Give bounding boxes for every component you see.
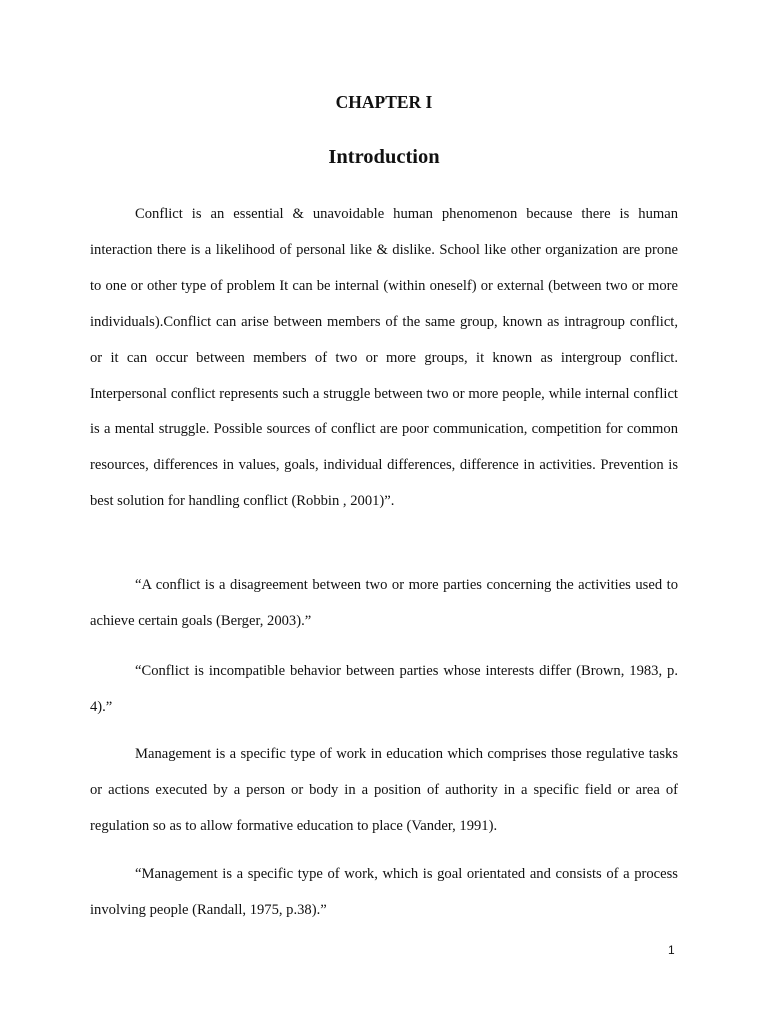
paragraph-management: Management is a specific type of work in education which comprises those regulative tasks or actions executed by a person or body in a position of authority in a specific field or area of regulation so as to allow formative education to place (Vander, 1991). — [90, 746, 678, 834]
quote-berger: “A conflict is a disagreement between two or more parties concerning the activities used to achieve certain goals (Berger, 2003).” — [90, 577, 678, 629]
quote-brown: “Conflict is incompatible behavior between parties whose interests differ (Brown, 1983, p. 4).” — [90, 663, 678, 715]
page-number: 1 — [668, 943, 675, 957]
paragraph-conflict-overview: Conflict is an essential & unavoidable human phenomenon because there is human interaction there is a likelihood of personal like & dislike. School like other organization are prone to one or other type of problem It can be internal (within oneself) or external (between two or more individuals).Conflict can arise between members of the same group, known as intragroup conflict, or it can occur between members of two or more groups, it known as intergroup conflict. Interpersonal conflict represents such a struggle between two or more people, while internal conflict is a mental struggle. Possible sources of conflict are poor communication, competition for common resources, differences in values, goals, individual differences, difference in activities. Prevention is best solution for handling conflict (Robbin , 2001)”. — [90, 206, 678, 510]
chapter-heading: CHAPTER I — [335, 92, 433, 112]
section-title: Introduction — [328, 146, 440, 168]
quote-randall: “Management is a specific type of work, which is goal orientated and consists of a process involving people (Randall, 1975, p.38).” — [90, 866, 678, 918]
